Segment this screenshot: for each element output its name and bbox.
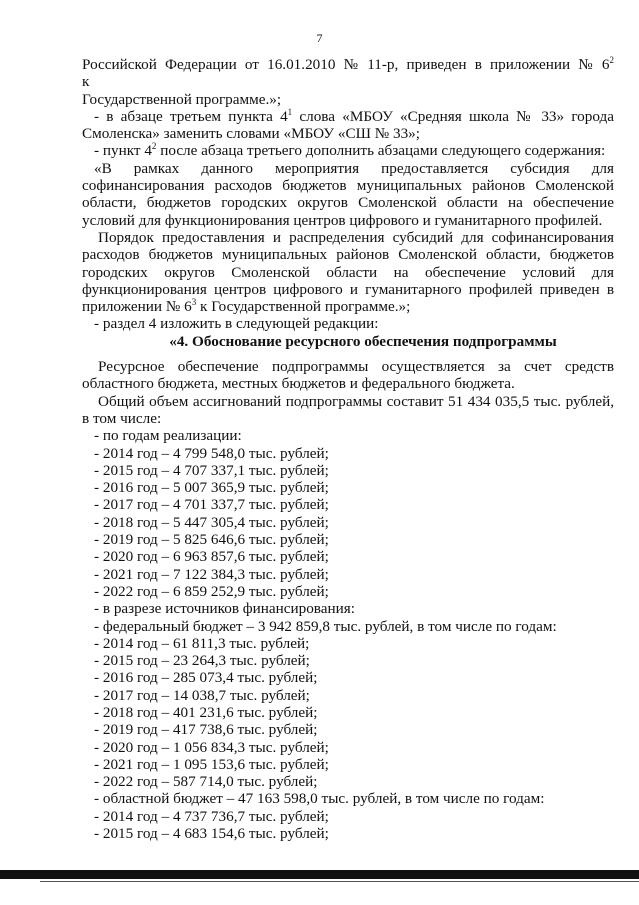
- paragraph-text: слова «МБОУ «Средняя школа № 33» города Смоленска» заменить словами «МБОУ «СШ № 33»;: [82, 107, 614, 143]
- list-item: - 2014 год – 4 737 736,7 тыс. рублей;: [94, 807, 329, 825]
- list-by-years: [82, 445, 614, 601]
- list-federal: [82, 635, 614, 791]
- spacer: [82, 350, 614, 358]
- paragraph-total-volume: Общий объем ассигнований подпрограммы составит 51 434 035,5 тыс. рублей, в том числе:: [82, 392, 614, 427]
- list-item: - 2019 год – 5 825 646,6 тыс. рублей;: [94, 531, 329, 549]
- paragraph-quoted: «В рамках данного мероприятия предоставляется субсидия для софинансирования расходов бюджетов муниципальных районов Смоленской области, бюджетов городских округов Смоленской области на обеспечение условий для функционирования центров цифрового и гуманитарного профилей.: [82, 159, 614, 229]
- superscript: 3: [191, 297, 197, 308]
- paragraph-text: - пункт 4: [94, 142, 152, 160]
- section-heading: «4. Обоснование ресурсного обеспечения подпрограммы: [169, 332, 557, 350]
- list-item: - 2017 год – 4 701 337,7 тыс. рублей;: [94, 496, 329, 514]
- list-item: - 2016 год – 285 073,4 тыс. рублей;: [94, 669, 318, 687]
- list-item: - 2014 год – 61 811,3 тыс. рублей;: [94, 634, 310, 652]
- scan-border-bottom: [0, 870, 639, 879]
- paragraph-text: Государственной программе.»;: [82, 90, 282, 108]
- list-item: - 2022 год – 6 859 252,9 тыс. рублей;: [94, 582, 329, 600]
- paragraph-continuation: [82, 56, 614, 91]
- list-regional: [82, 808, 614, 843]
- list-item: - 2018 год – 5 447 305,4 тыс. рублей;: [94, 513, 329, 531]
- list-item: - 2016 год – 5 007 365,9 тыс. рублей;: [94, 479, 329, 497]
- paragraph-text: Порядок предоставления и распределения субсидий для софинансирования расходов бюджетов муниципальных районов Смоленской области, бюджетов городских округов Смоленской области на обеспечение условий для функционирования центров цифрового и гуманитарного профилей приведен в приложении № 6: [82, 228, 614, 316]
- paragraph-amendment: [82, 108, 614, 143]
- list-label: - федеральный бюджет – 3 942 859,8 тыс. рублей, в том числе по годам:: [94, 617, 557, 635]
- paragraph-procedure: [82, 229, 614, 315]
- list-item: - 2017 год – 14 038,7 тыс. рублей;: [94, 686, 310, 704]
- superscript: 2: [609, 55, 614, 65]
- list-item: - 2015 год – 4 707 337,1 тыс. рублей;: [94, 461, 329, 479]
- list-item: - 2020 год – 1 056 834,3 тыс. рублей;: [94, 738, 329, 756]
- list-item: - 2015 год – 4 683 154,6 тыс. рублей;: [94, 825, 329, 843]
- paragraph-resource-support: Ресурсное обеспечение подпрограммы осуществляется за счет средств областного бюджета, местных бюджетов и федерального бюджета.: [82, 358, 614, 393]
- paragraph-text: после абзаца третьего дополнить абзацами следующего содержания:: [156, 142, 606, 160]
- list-item: - 2018 год – 401 231,6 тыс. рублей;: [94, 703, 318, 721]
- superscript: 1: [287, 106, 293, 117]
- list-item: - 2021 год – 1 095 153,6 тыс. рублей;: [94, 755, 329, 773]
- paragraph-text: Российской Федерации от 16.01.2010 № 11-р, приведен в приложении № 6: [82, 56, 610, 73]
- paragraph-text: к Государственной программе.»;: [196, 298, 411, 316]
- page-number: 7: [316, 31, 323, 45]
- paragraph-text: к: [82, 73, 90, 91]
- list-item: - 2019 год – 417 738,6 тыс. рублей;: [94, 721, 318, 739]
- paragraph-amendment: - раздел 4 изложить в следующей редакции:: [94, 315, 379, 333]
- list-item: - 2020 год – 6 963 857,6 тыс. рублей;: [94, 548, 329, 566]
- list-item: - 2015 год – 23 264,3 тыс. рублей;: [94, 652, 310, 670]
- list-item: - 2022 год – 587 714,0 тыс. рублей;: [94, 773, 318, 791]
- document-body: [82, 56, 614, 842]
- paragraph-text: - в абзаце третьем пункта 4: [94, 107, 288, 125]
- scan-border-line: [40, 881, 639, 882]
- list-item: - 2021 год – 7 122 384,3 тыс. рублей;: [94, 565, 329, 583]
- paragraph-amendment: [82, 142, 614, 159]
- list-item: - 2014 год – 4 799 548,0 тыс. рублей;: [94, 444, 329, 462]
- list-label: - в разрезе источников финансирования:: [94, 600, 355, 618]
- list-label: - по годам реализации:: [94, 427, 242, 445]
- list-label: - областной бюджет – 47 163 598,0 тыс. рублей, в том числе по годам:: [94, 790, 545, 808]
- superscript: 2: [151, 141, 157, 152]
